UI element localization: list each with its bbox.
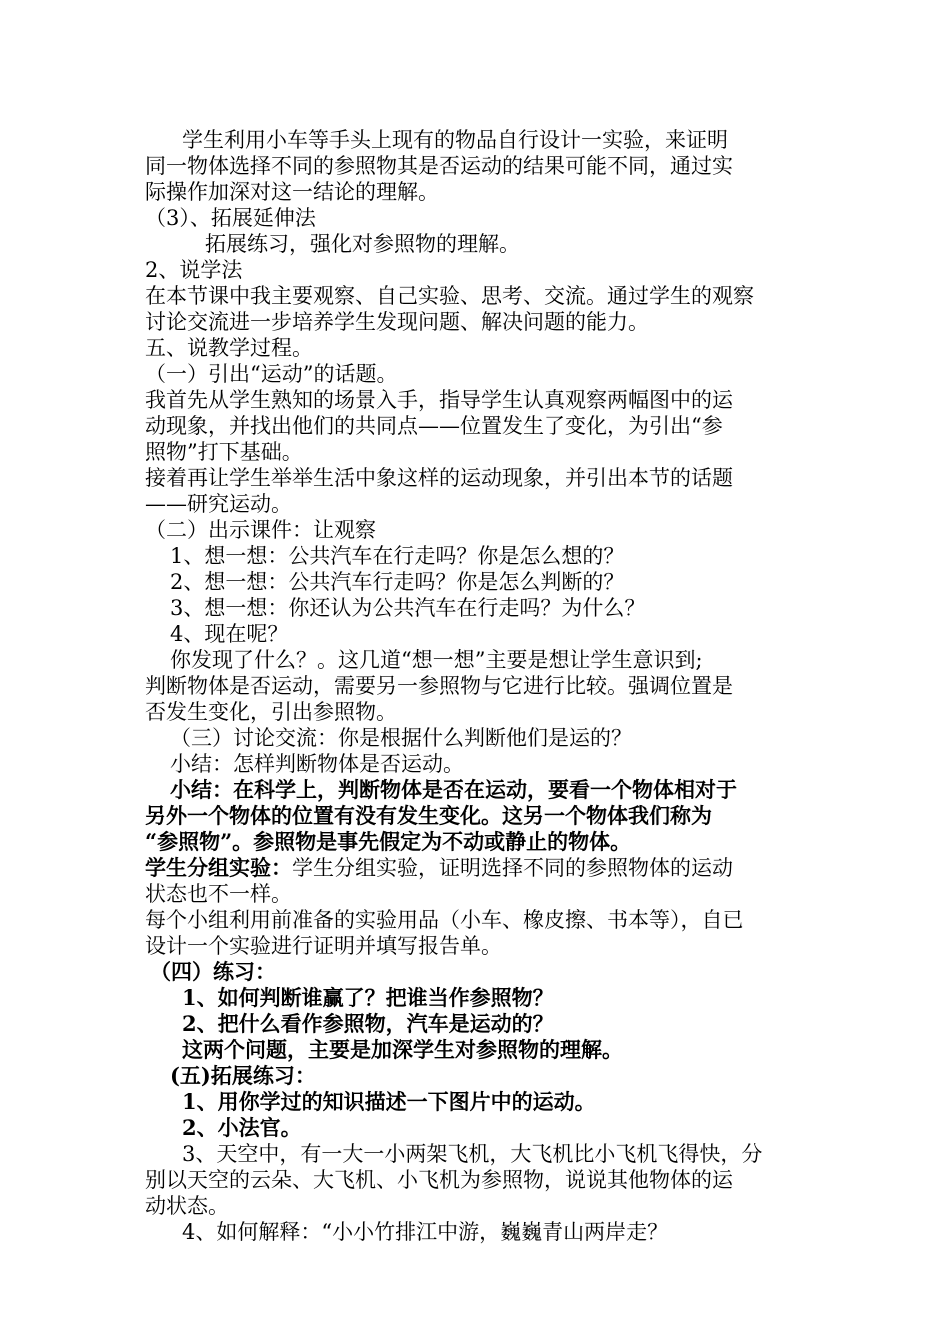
experiment-label: 学生分组实验： [145, 855, 292, 880]
paragraph-line: 判断物体是否运动，需要另一参照物与它进行比较。强调位置是 [145, 674, 733, 698]
paragraph-line: 讨论交流进一步培养学生发现问题、解决问题的能力。 [145, 310, 649, 334]
list-item: 1、想一想：公共汽车在行走吗？你是怎么想的？ [170, 544, 625, 568]
paragraph-line: 设计一个实验进行证明并填写报告单。 [145, 934, 502, 958]
summary-line: 另外一个物体的位置有没有发生变化。这另一个物体我们称为 [145, 803, 712, 828]
list-item: 4、现在呢？ [170, 622, 289, 646]
section-heading: （四）练习： [150, 959, 276, 984]
list-item: 2、想一想：公共汽车行走吗？你是怎么判断的？ [170, 570, 625, 594]
paragraph-line: 际操作加深对这一结论的理解。 [145, 180, 439, 204]
paragraph-line: 这两个问题，主要是加深学生对参照物的理解。 [182, 1037, 623, 1062]
paragraph-line [145, 855, 815, 881]
section-heading: （一）引出“运动”的话题。 [145, 362, 398, 386]
list-item: 3、天空中，有一大一小两架飞机，大飞机比小飞机飞得快，分 [182, 1142, 763, 1166]
paragraph-line: 学生利用小车等手头上现有的物品自行设计一实验，来证明 [182, 128, 728, 152]
list-item: 2、小法官。 [182, 1115, 302, 1140]
list-item: 2、把什么看作参照物，汽车是运动的？ [182, 1011, 554, 1036]
paragraph-line: 在本节课中我主要观察、自己实验、思考、交流。通过学生的观察 [145, 284, 754, 308]
paragraph-line: 动状态。 [145, 1194, 229, 1218]
paragraph-line: 接着再让学生举举生活中象这样的运动现象，并引出本节的话题 [145, 466, 733, 490]
paragraph-line: 状态也不一样。 [145, 882, 292, 906]
section-heading: （二）出示课件：让观察 [145, 518, 376, 542]
paragraph-line: 照物”打下基础。 [145, 440, 303, 464]
paragraph-line: 小结：怎样判断物体是否运动。 [170, 752, 464, 776]
experiment-text: 学生分组实验，证明选择不同的参照物体的运动 [292, 856, 733, 880]
list-item: 3、想一想：你还认为公共汽车在行走吗？为什么？ [170, 596, 646, 620]
section-heading: (五)拓展练习： [170, 1063, 316, 1088]
paragraph-line: 你发现了什么？。这几道“想一想”主要是想让学生意识到; [170, 648, 703, 672]
paragraph-line: 动现象，并找出他们的共同点——位置发生了变化，为引出“参 [145, 414, 723, 438]
paragraph-line: 别以天空的云朵、大飞机、小飞机为参照物，说说其他物体的运 [145, 1168, 733, 1192]
section-heading: 2、说学法 [145, 258, 243, 282]
paragraph-line: 同一物体选择不同的参照物其是否运动的结果可能不同，通过实 [145, 154, 733, 178]
paragraph-line: 拓展练习，强化对参照物的理解。 [205, 232, 520, 256]
section-heading: （三）讨论交流：你是根据什么判断他们是运的？ [170, 726, 632, 750]
paragraph-line: 每个小组利用前准备的实验用品（小车、橡皮擦、书本等），自已 [145, 908, 744, 932]
section-heading: （3）、拓展延伸法 [145, 206, 316, 230]
paragraph-line: 否发生变化，引出参照物。 [145, 700, 397, 724]
paragraph-line: 我首先从学生熟知的场景入手，指导学生认真观察两幅图中的运 [145, 388, 733, 412]
summary-line: “参照物”。参照物是事先假定为不动或静止的物体。 [145, 829, 632, 854]
summary-line: 小结：在科学上，判断物体是否在运动，要看一个物体相对于 [170, 777, 737, 802]
list-item: 1、如何判断谁赢了？把谁当作参照物？ [182, 985, 554, 1010]
section-heading: 五、说教学过程。 [145, 336, 313, 360]
list-item: 4、如何解释：“小小竹排江中游，巍巍青山两岸走？ [182, 1220, 669, 1244]
paragraph-line: ——研究运动。 [145, 492, 292, 516]
list-item: 1、用你学过的知识描述一下图片中的运动。 [182, 1089, 596, 1114]
